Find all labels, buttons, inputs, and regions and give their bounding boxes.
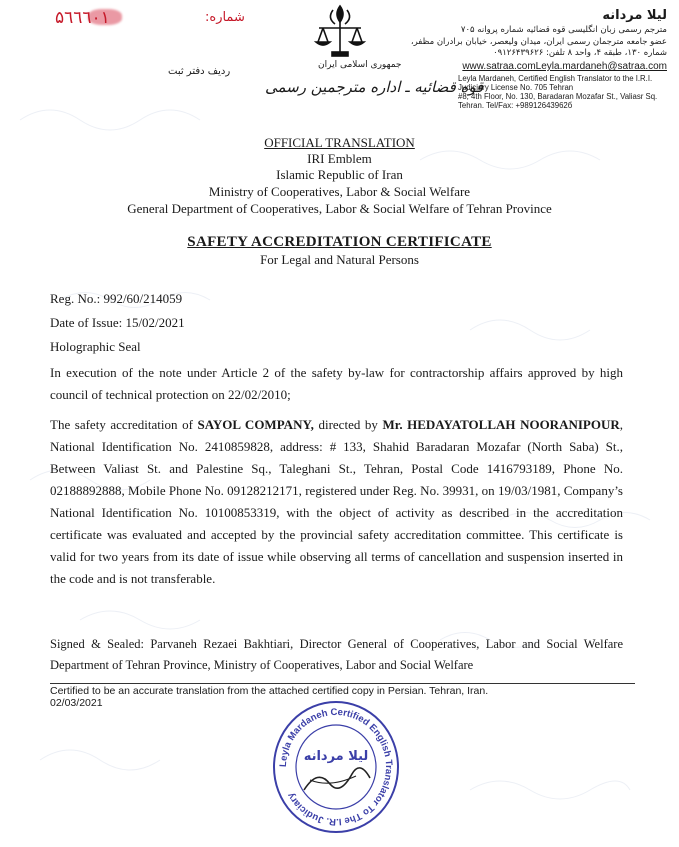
emblem-line: IRI Emblem	[307, 151, 372, 166]
director-name: Mr. HEDAYATOLLAH NOORANIPOUR	[382, 417, 620, 432]
judiciary-persian-label: قوه قضائیه ـ اداره مترجمین رسمی	[265, 78, 484, 96]
accreditation-intro: The safety accreditation of	[50, 417, 198, 432]
record-row-label: ردیف دفتر ثبت	[168, 66, 231, 77]
seal-center-name: لیلا مردانه	[303, 749, 369, 764]
accreditation-paragraph	[50, 414, 623, 590]
certificate-subtitle: For Legal and Natural Persons	[260, 252, 419, 267]
company-name: SAYOL COMPANY,	[197, 417, 314, 432]
translator-seal-stamp	[270, 698, 402, 836]
translator-name-persian: لیلا مردانه	[602, 8, 667, 23]
iri-persian-label: جمهوری اسلامی ایران	[318, 60, 402, 70]
translator-info-english-line: #8, 4th Floor, No. 130, Baradaran Mozafar St., Valiasr Sq.	[458, 92, 658, 101]
translator-info-persian-line: مترجم رسمی زبان انگلیسی قوه قضائیه شماره پروانه ۷۰۵	[460, 25, 667, 35]
date-of-issue-line: Date of Issue: 15/02/2021	[50, 315, 185, 330]
translator-info-persian-line: شماره ۱۳۰، طبقه ۴، واحد ۸ تلفن: ۰۹۱۲۶۴۳۹۶۲۶	[493, 48, 667, 58]
footer-divider	[50, 683, 635, 684]
translator-info-english-line: Leyla Mardaneh, Certified English Translator to the I.R.I.	[458, 74, 653, 83]
certificate-title: SAFETY ACCREDITATION CERTIFICATE	[187, 234, 492, 250]
seal-ring-text: Leyla Mardaneh Certified English Translator To The I.R. Judiciary	[277, 706, 395, 828]
execution-note-paragraph: In execution of the note under Article 2 of the safety by-law for contractorship affairs approved by high council of technical protection on 22/02/2010;	[50, 365, 623, 402]
directed-by-text: directed by	[313, 417, 383, 432]
translator-info-english-line: Judiciary License No. 705 Tehran	[458, 83, 574, 92]
registration-number: ۵٦٦٦٠١	[55, 8, 110, 28]
certification-statement: Certified to be an accurate translation from the attached certified copy in Persian. Tehran, Iran.	[50, 685, 489, 697]
holographic-seal-line: Holographic Seal	[50, 339, 141, 354]
department-line: General Department of Cooperatives, Labor & Social Welfare of Tehran Province	[127, 201, 552, 216]
signature-scribble	[304, 768, 370, 790]
translator-web-email: www.satraa.comLeyla.mardaneh@satraa.com	[462, 61, 667, 72]
official-translation-heading: OFFICIAL TRANSLATION	[264, 135, 415, 150]
reg-no-line: Reg. No.: 992/60/214059	[50, 291, 183, 306]
translator-info-english-line: Tehran. Tel/Fax: +98912643962б	[458, 101, 573, 110]
translator-info-persian-line: عضو جامعه مترجمان رسمی ایران، میدان ولیعصر، خیابان برادران مظفر،	[410, 37, 667, 47]
ministry-line: Ministry of Cooperatives, Labor & Social Welfare	[208, 184, 471, 199]
certification-date: 02/03/2021	[50, 697, 103, 709]
republic-line: Islamic Republic of Iran	[276, 167, 403, 182]
accreditation-details: , National Identification No. 2410859828, address: # 133, Shahid Baradaran Mozafar (North Saba) St., Between Valiast St. and Palestine Sq., Taleghani St., Tehran, Postal Code 1416793189, Phone No. 02188892888, Mobile Phone No. 09128212171, registered under Reg. No. 39931, on 19/03/1981, Company’s National Identification No. 10100853319, with the object of activity as described in the accreditation certificate was evaluated and accepted by the provincial safety accreditation committee. This certificate is valid for two years from its date of issue while observing all terms of cancellation and suspension inserted in the code and is not transferable.	[50, 417, 623, 586]
signed-sealed-paragraph: Signed & Sealed: Parvaneh Rezaei Bakhtiari, Director General of Cooperatives, Labor and Social Welfare Department of Tehran Province, Ministry of Cooperatives, Labor and Social Welfare	[50, 637, 623, 672]
iri-emblem-icon	[311, 2, 369, 62]
registration-label: شماره:	[205, 10, 245, 25]
